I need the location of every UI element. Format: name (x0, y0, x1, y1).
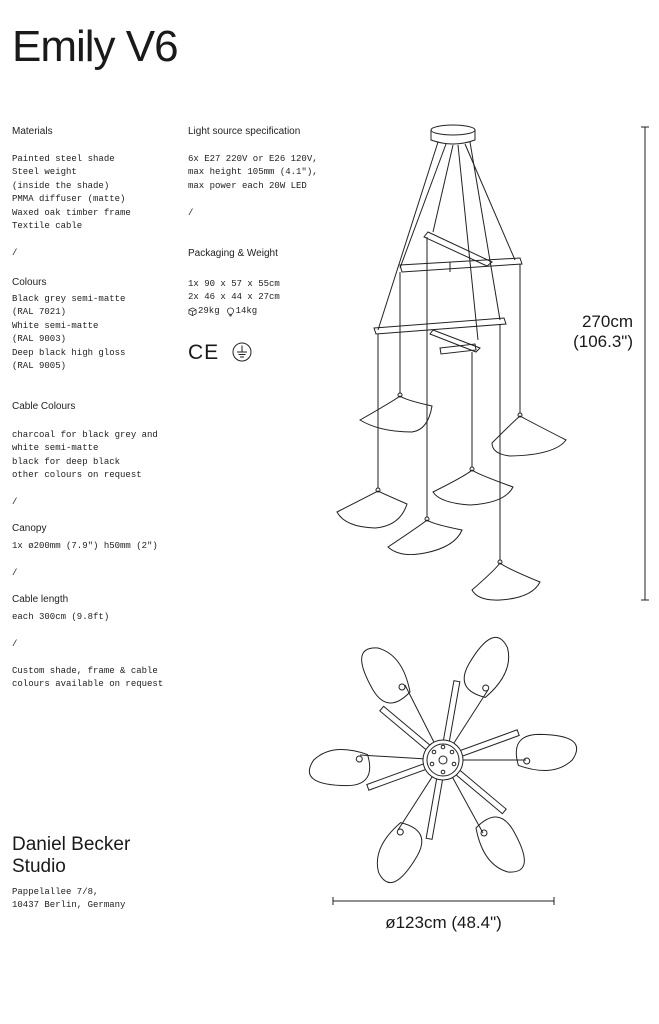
colours-line: (RAL 7021) (12, 307, 67, 318)
weight-value: 29kg (198, 305, 220, 316)
studio-name (12, 834, 130, 878)
height-dimension (571, 312, 635, 352)
box-icon (188, 307, 197, 316)
materials-line: Waxed oak timber frame (12, 207, 131, 218)
light-source-line: max height 105mm (4.1"), (188, 167, 318, 178)
cable-colours-list (12, 429, 158, 483)
cable-colours-line: white semi-matte (12, 443, 99, 454)
cable-colours-line: black for deep black (12, 456, 121, 467)
materials-line: Textile cable (12, 221, 83, 232)
cable-length-line: each 300cm (9.8ft) (12, 612, 110, 622)
separator: / (12, 639, 18, 649)
cable-colours-line: charcoal for black grey and (12, 430, 158, 440)
packaging-list (188, 278, 280, 318)
colours-line: Black grey semi-matte (12, 294, 126, 304)
separator: / (12, 497, 18, 507)
canopy-heading: Canopy (12, 523, 47, 534)
materials-line: PMMA diffuser (matte) (12, 194, 126, 205)
address-line: 10437 Berlin, Germany (12, 900, 126, 911)
separator: / (12, 568, 18, 578)
separator: / (188, 208, 194, 218)
materials-line: Steel weight (12, 167, 77, 178)
weights-row (188, 305, 280, 318)
cable-colours-heading: Cable Colours (12, 401, 76, 412)
colours-line: (RAL 9005) (12, 361, 67, 372)
packaging-heading: Packaging & Weight (188, 248, 278, 259)
packaging-line: 1x 90 x 57 x 55cm (188, 279, 280, 289)
materials-line: (inside the shade) (12, 180, 110, 191)
colours-line: Deep black high gloss (12, 347, 126, 358)
separator: / (12, 248, 18, 258)
studio-name-line: Daniel Becker (12, 834, 131, 855)
custom-line: colours available on request (12, 679, 164, 690)
cable-colours-line: other colours on request (12, 470, 142, 481)
light-source-line: 6x E27 220V or E26 120V, (188, 154, 318, 164)
studio-address (12, 886, 125, 913)
light-source-heading: Light source specification (188, 126, 301, 137)
light-source-line: max power each 20W LED (188, 180, 307, 191)
materials-line: Painted steel shade (12, 154, 115, 164)
packaging-line: 2x 46 x 44 x 27cm (188, 292, 280, 303)
custom-line: Custom shade, frame & cable (12, 666, 158, 676)
materials-list (12, 153, 131, 233)
colours-list (12, 293, 125, 373)
ce-mark-icon: CE (188, 341, 220, 364)
height-cm: 270cm (581, 312, 633, 331)
canopy-line: 1x ø200mm (7.9") h50mm (2") (12, 541, 158, 551)
height-in: (106.3") (573, 332, 633, 351)
address-line: Pappelallee 7/8, (12, 887, 99, 897)
diameter-dimension: ø123cm (48.4") (385, 913, 502, 932)
studio-name-line: Studio (12, 856, 66, 877)
ground-symbol-icon (232, 342, 252, 362)
cable-length-heading: Cable length (12, 594, 69, 605)
bulb-icon (226, 307, 235, 317)
colours-line: White semi-matte (12, 320, 99, 331)
bulb-weight-value: 14kg (235, 305, 258, 316)
colours-line: (RAL 9003) (12, 334, 67, 345)
materials-heading: Materials (12, 126, 53, 137)
light-source-list (188, 153, 318, 193)
colours-heading: Colours (12, 277, 47, 288)
page-title: Emily V6 (12, 22, 178, 71)
custom-note (12, 665, 163, 692)
